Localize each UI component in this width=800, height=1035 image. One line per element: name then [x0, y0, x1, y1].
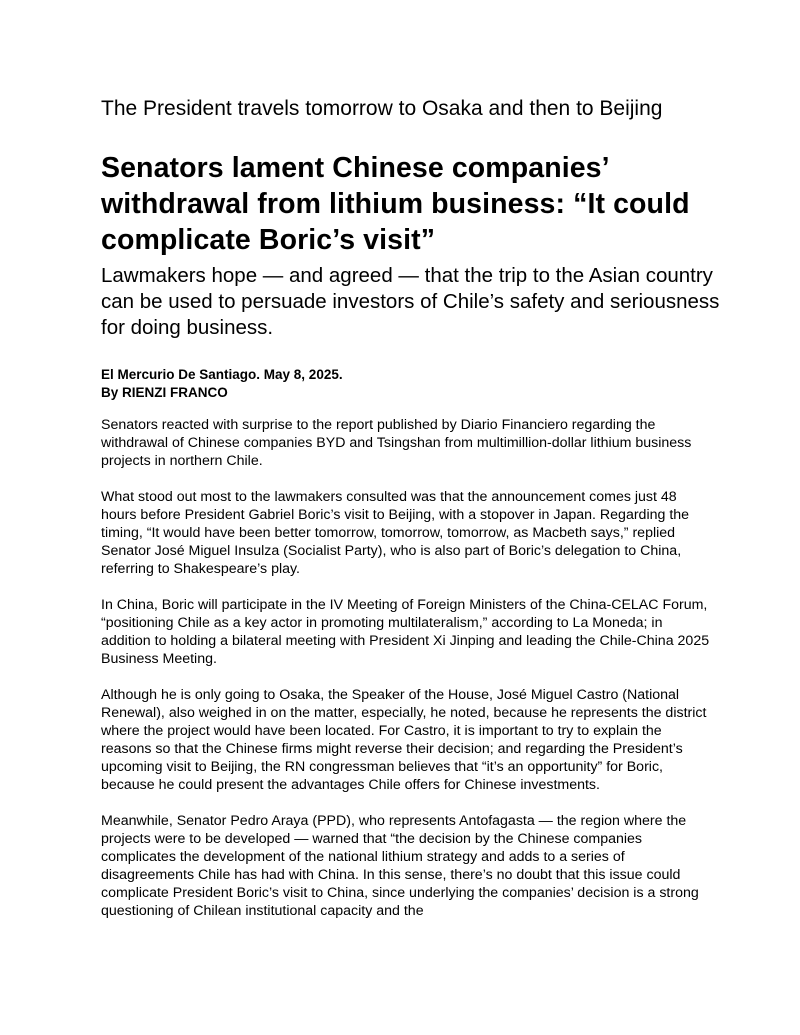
byline	[101, 366, 701, 402]
article-headline: Senators lament Chinese companies’ withdrawal from lithium business: “It could complicate Boric’s visit”	[101, 152, 690, 256]
body-paragraph: Senators reacted with surprise to the report published by Diario Financiero regarding the withdrawal of Chinese companies BYD and Tsingshan from multimillion-dollar lithium business projects in northern Chile.	[101, 417, 692, 469]
article-kicker: The President travels tomorrow to Osaka and then to Beijing	[101, 97, 663, 120]
body-paragraph: Meanwhile, Senator Pedro Araya (PPD), who represents Antofagasta — the region where the projects were to be developed — warned that “the decision by the Chinese companies complicates the development of the national lithium strategy and adds to a series of disagreements Chile has had with China. In this sense, there’s no doubt that this issue could complicate President Boric’s visit to China, since underlying the companies’ decision is a strong questioning of Chilean institutional capacity and the	[101, 813, 699, 919]
body-paragraph: In China, Boric will participate in the IV Meeting of Foreign Ministers of the China-CELAC Forum, “positioning Chile as a key actor in promoting multilateralism,” according to La Moneda; in addition to holding a bilateral meeting with President Xi Jinping and leading the Chile-China 2025 Business Meeting.	[101, 597, 710, 667]
body-paragraph: Although he is only going to Osaka, the Speaker of the House, José Miguel Castro (National Renewal), also weighed in on the matter, especially, he noted, because he represents the district where the project would have been located. For Castro, it is important to try to explain the reasons so that the Chinese firms might reverse their decision; and regarding the President’s upcoming visit to Beijing, the RN congressman believes that “it’s an opportunity” for Boric, because he could present the advantages Chile offers for Chinese investments.	[101, 687, 707, 793]
article-body	[101, 416, 711, 920]
article-subhead: Lawmakers hope — and agreed — that the trip to the Asian country can be used to persuade investors of Chile’s safety and seriousness for doing business.	[101, 264, 720, 339]
body-paragraph: What stood out most to the lawmakers consulted was that the announcement comes just 48 hours before President Gabriel Boric’s visit to Beijing, with a stopover in Japan. Regarding the timing, “It would have been better tomorrow, tomorrow, tomorrow, as Macbeth says,” replied Senator José Miguel Insulza (Socialist Party), who is also part of Boric’s delegation to China, referring to Shakespeare’s play.	[101, 489, 690, 577]
article-source: El Mercurio De Santiago. May 8, 2025.	[101, 367, 343, 382]
article-author: By RIENZI FRANCO	[101, 385, 228, 400]
